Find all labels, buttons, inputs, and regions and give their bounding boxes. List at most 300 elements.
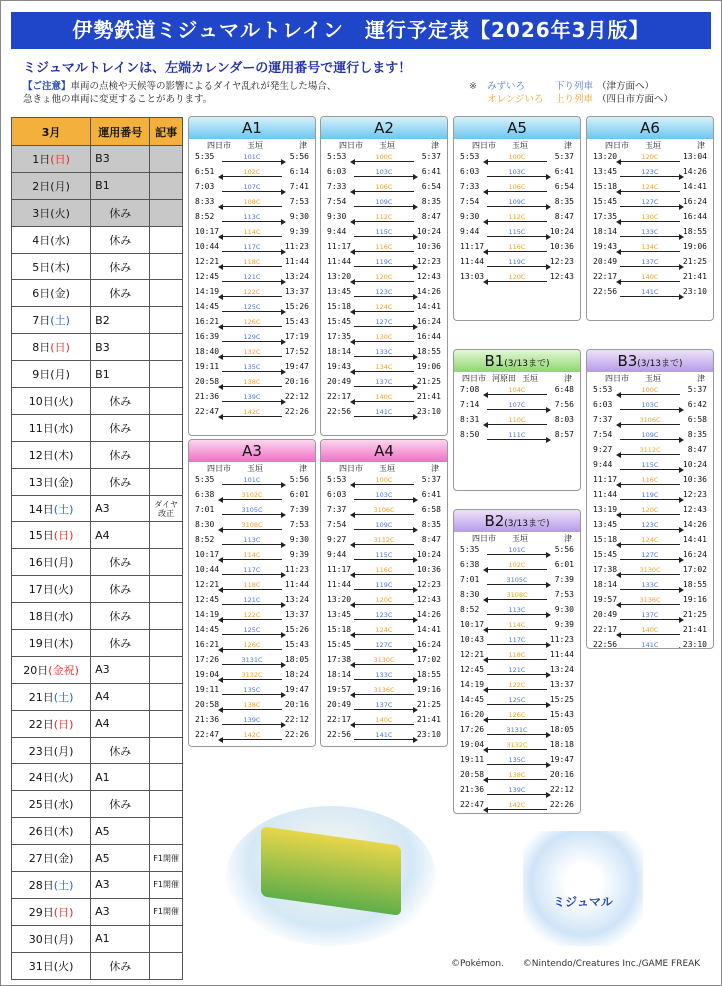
time-tsu: 12:23 <box>416 257 441 266</box>
date-weekday: (土) <box>53 878 74 892</box>
train-number: 3112C <box>373 536 395 544</box>
station-tamagaki: 玉垣 <box>379 141 395 150</box>
trip-line <box>620 559 680 560</box>
time-yokkaichi: 20:49 <box>327 377 352 386</box>
time-yokkaichi: 18:14 <box>593 580 618 589</box>
time-tsu: 18:05 <box>284 655 309 664</box>
train-photo <box>226 806 436 946</box>
calendar-note <box>150 307 183 334</box>
train-number: 124C <box>375 303 393 311</box>
date-weekday: (月) <box>53 556 74 570</box>
trip-row <box>460 634 574 649</box>
calendar-row <box>12 818 183 845</box>
time-tsu: 8:03 <box>554 415 574 424</box>
calendar-header-month: 3月 <box>12 118 91 146</box>
trip-line <box>222 416 282 417</box>
train-number: 100C <box>375 153 393 161</box>
time-yokkaichi: 22:17 <box>327 392 352 401</box>
time-tsu: 10:24 <box>682 460 707 469</box>
time-tsu: 6:58 <box>421 505 441 514</box>
time-tsu: 14:26 <box>682 520 707 529</box>
time-yokkaichi: 17:38 <box>327 655 352 664</box>
trip-line <box>354 589 414 590</box>
calendar-date <box>12 710 91 737</box>
trip-row <box>593 519 707 534</box>
time-tsu: 22:26 <box>284 730 309 739</box>
date-weekday: (木) <box>53 825 74 839</box>
trip-row <box>593 226 707 241</box>
time-yokkaichi: 22:17 <box>327 715 352 724</box>
time-tsu: 16:44 <box>682 212 707 221</box>
time-tsu: 21:41 <box>416 392 441 401</box>
time-tsu: 10:36 <box>416 242 441 251</box>
time-yokkaichi: 13:45 <box>593 167 618 176</box>
trip-line <box>222 679 282 680</box>
time-yokkaichi: 22:47 <box>460 800 485 809</box>
calendar-note <box>150 361 183 388</box>
calendar-note: ダイヤ改正 <box>150 495 183 522</box>
calendar-note: F1開催 <box>150 872 183 899</box>
trip-row <box>195 714 309 729</box>
calendar-row <box>12 710 183 737</box>
time-yokkaichi: 14:45 <box>195 625 220 634</box>
trip-line <box>354 604 414 605</box>
time-tsu: 8:47 <box>687 445 707 454</box>
train-number: 3136C <box>639 596 661 604</box>
trip-line <box>222 281 282 282</box>
time-tsu: 13:37 <box>284 610 309 619</box>
time-yokkaichi: 5:53 <box>460 152 480 161</box>
time-tsu: 13:37 <box>284 287 309 296</box>
trip-row <box>195 361 309 376</box>
time-tsu: 21:41 <box>682 625 707 634</box>
trip-row <box>460 211 574 226</box>
trip-row <box>460 694 574 709</box>
trip-row <box>195 271 309 286</box>
date-day: 2日 <box>32 179 51 193</box>
legend-kind: 下り列車 <box>555 81 594 92</box>
trip-line <box>222 724 282 725</box>
calendar-date <box>12 549 91 576</box>
date-weekday: (金) <box>53 852 74 866</box>
time-yokkaichi: 16:21 <box>195 317 220 326</box>
date-weekday: (土) <box>53 690 74 704</box>
station-tsu: 津 <box>697 374 705 383</box>
time-yokkaichi: 22:56 <box>327 407 352 416</box>
date-day: 31日 <box>28 959 54 973</box>
time-yokkaichi: 12:21 <box>195 580 220 589</box>
trip-line <box>354 296 414 297</box>
trip-row <box>460 739 574 754</box>
trip-line <box>354 619 414 620</box>
calendar-date <box>12 388 91 415</box>
operation-number: A4 <box>91 710 150 737</box>
panel-title-text: A6 <box>640 119 660 137</box>
trip-row <box>460 784 574 799</box>
time-yokkaichi: 13:45 <box>327 287 352 296</box>
timetable-panel-a5 <box>453 116 581 321</box>
calendar-date <box>12 818 91 845</box>
panel-title-text: B3 <box>617 352 638 370</box>
trip-line <box>487 424 547 425</box>
time-yokkaichi: 9:30 <box>327 212 347 221</box>
time-tsu: 7:53 <box>554 590 574 599</box>
trip-row <box>593 211 707 226</box>
date-weekday: (土) <box>53 502 74 516</box>
trip-row <box>327 346 441 361</box>
train-number: 122C <box>243 288 261 296</box>
time-tsu: 21:25 <box>682 257 707 266</box>
date-day: 15日 <box>28 529 54 543</box>
station-tsu: 津 <box>564 534 572 543</box>
trip-line <box>487 281 547 282</box>
train-number: 103C <box>641 401 659 409</box>
train-number: 142C <box>243 408 261 416</box>
time-yokkaichi: 9:44 <box>327 550 347 559</box>
trip-row <box>195 376 309 391</box>
station-tsu: 津 <box>431 141 439 150</box>
train-number: 125C <box>508 696 526 704</box>
train-number: 102C <box>508 561 526 569</box>
time-tsu: 15:26 <box>284 625 309 634</box>
calendar-date <box>12 683 91 710</box>
panel-title <box>321 440 447 462</box>
trip-line <box>222 236 282 237</box>
trip-line <box>354 326 414 327</box>
time-yokkaichi: 7:33 <box>460 182 480 191</box>
time-yokkaichi: 5:53 <box>593 385 613 394</box>
trip-line <box>222 499 282 500</box>
train-number: 107C <box>508 401 526 409</box>
panel-title-sub: (3/13まで) <box>504 519 550 529</box>
trip-line <box>620 394 680 395</box>
time-yokkaichi: 16:39 <box>195 332 220 341</box>
trip-row <box>195 166 309 181</box>
trip-row <box>593 286 707 301</box>
date-day: 25日 <box>28 798 54 812</box>
calendar-note <box>150 441 183 468</box>
calendar-note <box>150 818 183 845</box>
credit-pokemon: ©Pokémon. <box>451 959 504 969</box>
trip-line <box>222 634 282 635</box>
date-day: 10日 <box>28 394 54 408</box>
time-tsu: 23:10 <box>416 730 441 739</box>
time-tsu: 13:04 <box>682 152 707 161</box>
train-number: 123C <box>641 521 659 529</box>
trip-line <box>354 679 414 680</box>
trip-line <box>222 221 282 222</box>
calendar-note <box>150 710 183 737</box>
time-yokkaichi: 7:14 <box>460 400 480 409</box>
time-tsu: 12:43 <box>416 272 441 281</box>
operation-number: 休み <box>91 441 150 468</box>
trip-line <box>222 544 282 545</box>
station-tamagaki: 玉垣 <box>247 141 263 150</box>
trip-line <box>222 206 282 207</box>
trip-row <box>195 331 309 346</box>
trip-row <box>195 286 309 301</box>
panel-title-sub: (3/13まで) <box>637 359 683 369</box>
trip-line <box>487 704 547 705</box>
trip-line <box>354 649 414 650</box>
trip-row <box>327 376 441 391</box>
train-number: 118C <box>243 581 261 589</box>
trip-line <box>620 191 680 192</box>
date-weekday: (水) <box>53 421 74 435</box>
operation-number: 休み <box>91 414 150 441</box>
calendar-note <box>150 683 183 710</box>
date-day: 19日 <box>28 636 54 650</box>
time-yokkaichi: 17:26 <box>195 655 220 664</box>
train-number: 3130C <box>639 566 661 574</box>
trip-row <box>327 474 441 489</box>
legend-color: みずいろ <box>487 81 526 92</box>
trip-line <box>222 649 282 650</box>
calendar-date <box>12 872 91 899</box>
train-number: 117C <box>243 566 261 574</box>
date-day: 22日 <box>28 717 54 731</box>
time-yokkaichi: 19:04 <box>195 670 220 679</box>
train-number: 112C <box>375 213 393 221</box>
time-yokkaichi: 21:36 <box>460 785 485 794</box>
time-tsu: 23:10 <box>682 640 707 649</box>
time-yokkaichi: 9:27 <box>593 445 613 454</box>
train-number: 119C <box>508 258 526 266</box>
calendar-note <box>150 630 183 657</box>
time-yokkaichi: 20:58 <box>195 700 220 709</box>
station-tsu: 津 <box>431 464 439 473</box>
date-weekday: (日) <box>50 341 70 355</box>
train-number: 115C <box>375 228 393 236</box>
trip-line <box>354 251 414 252</box>
time-tsu: 11:23 <box>549 635 574 644</box>
time-tsu: 9:30 <box>554 605 574 614</box>
trip-line <box>222 514 282 515</box>
calendar-row <box>12 656 183 683</box>
calendar-row <box>12 576 183 603</box>
time-yokkaichi: 22:47 <box>195 407 220 416</box>
date-day: 23日 <box>28 744 54 758</box>
time-tsu: 15:25 <box>549 695 574 704</box>
time-yokkaichi: 7:54 <box>327 520 347 529</box>
time-tsu: 11:44 <box>284 580 309 589</box>
trip-line <box>620 634 680 635</box>
trip-row <box>327 256 441 271</box>
train-number: 139C <box>243 716 261 724</box>
trip-line <box>354 739 414 740</box>
trip-line <box>222 589 282 590</box>
station-header <box>321 462 447 474</box>
panel-title-sub: (3/13まで) <box>504 359 550 369</box>
date-weekday: (月) <box>50 179 70 193</box>
trip-line <box>222 694 282 695</box>
trip-line <box>620 439 680 440</box>
time-yokkaichi: 8:50 <box>460 430 480 439</box>
trip-line <box>222 484 282 485</box>
trip-row <box>593 399 707 414</box>
trip-line <box>487 221 547 222</box>
time-tsu: 6:41 <box>554 167 574 176</box>
time-tsu: 21:41 <box>682 272 707 281</box>
calendar-note <box>150 737 183 764</box>
calendar-row <box>12 468 183 495</box>
trip-row <box>195 534 309 549</box>
calendar-date <box>12 603 91 630</box>
trip-row <box>195 211 309 226</box>
calendar-date <box>12 468 91 495</box>
trip-row <box>593 384 707 399</box>
date-day: 11日 <box>28 421 54 435</box>
time-yokkaichi: 12:45 <box>195 595 220 604</box>
calendar-date <box>12 414 91 441</box>
date-weekday: (火) <box>53 583 74 597</box>
calendar-date <box>12 361 91 388</box>
trip-line <box>487 629 547 630</box>
time-tsu: 12:23 <box>416 580 441 589</box>
time-yokkaichi: 14:19 <box>195 610 220 619</box>
calendar-header-op: 運用番号 <box>91 118 150 146</box>
time-tsu: 12:43 <box>549 272 574 281</box>
trip-row <box>460 414 574 429</box>
train-number: 115C <box>375 551 393 559</box>
station-label: 津 <box>564 374 572 383</box>
calendar-row <box>12 683 183 710</box>
trip-row <box>195 504 309 519</box>
trip-row <box>460 429 574 444</box>
trip-row <box>195 684 309 699</box>
station-yokkaichi: 四日市 <box>605 141 629 150</box>
time-yokkaichi: 15:45 <box>593 550 618 559</box>
trip-row <box>593 564 707 579</box>
calendar-row <box>12 737 183 764</box>
trip-line <box>222 529 282 530</box>
calendar-row <box>12 898 183 925</box>
trip-row <box>593 459 707 474</box>
calendar-note <box>150 388 183 415</box>
calendar-row <box>12 845 183 872</box>
panel-title-text: B2 <box>484 512 505 530</box>
time-yokkaichi: 13:03 <box>460 272 485 281</box>
train-number: 137C <box>375 378 393 386</box>
trip-row <box>327 579 441 594</box>
train-number: 140C <box>641 626 659 634</box>
station-header <box>189 139 315 151</box>
time-tsu: 17:02 <box>416 655 441 664</box>
time-yokkaichi: 13:20 <box>327 595 352 604</box>
time-tsu: 17:02 <box>682 565 707 574</box>
time-yokkaichi: 15:45 <box>593 197 618 206</box>
trip-line <box>222 739 282 740</box>
operation-number: 休み <box>91 791 150 818</box>
trip-row <box>195 181 309 196</box>
time-yokkaichi: 19:57 <box>593 595 618 604</box>
time-tsu: 7:53 <box>289 520 309 529</box>
station-label: 玉垣 <box>522 374 538 383</box>
date-day: 4日 <box>32 233 51 247</box>
trip-line <box>487 266 547 267</box>
train-number: 137C <box>641 611 659 619</box>
trip-row <box>460 589 574 604</box>
time-yokkaichi: 10:44 <box>195 565 220 574</box>
train-number: 120C <box>641 506 659 514</box>
train-number: 101C <box>508 546 526 554</box>
calendar-row <box>12 226 183 253</box>
trip-line <box>354 221 414 222</box>
trip-line <box>487 719 547 720</box>
time-yokkaichi: 15:18 <box>593 535 618 544</box>
time-yokkaichi: 12:21 <box>195 257 220 266</box>
panel-title-text: A3 <box>242 442 262 460</box>
train-number: 133C <box>641 228 659 236</box>
trip-row <box>327 301 441 316</box>
trip-row <box>593 271 707 286</box>
time-yokkaichi: 15:18 <box>593 182 618 191</box>
trip-row <box>593 444 707 459</box>
time-tsu: 6:54 <box>554 182 574 191</box>
trip-line <box>354 176 414 177</box>
train-number: 104C <box>508 386 526 394</box>
calendar-row <box>12 925 183 952</box>
train-number: 123C <box>375 288 393 296</box>
trip-line <box>222 341 282 342</box>
time-yokkaichi: 19:11 <box>195 362 220 371</box>
calendar-header-note: 記事 <box>150 118 183 146</box>
time-yokkaichi: 20:49 <box>593 610 618 619</box>
trip-row <box>195 346 309 361</box>
timetable-panel-a1 <box>188 116 316 436</box>
time-yokkaichi: 6:03 <box>327 167 347 176</box>
trip-line <box>620 589 680 590</box>
operation-number: B3 <box>91 334 150 361</box>
station-yokkaichi: 四日市 <box>339 464 363 473</box>
trip-line <box>354 529 414 530</box>
subtitle: ミジュマルトレインは、左端カレンダーの運用番号で運行します！ <box>23 61 412 76</box>
trip-row <box>195 196 309 211</box>
trip-row <box>327 729 441 744</box>
train-number: 140C <box>375 716 393 724</box>
time-tsu: 5:37 <box>554 152 574 161</box>
trip-row <box>327 196 441 211</box>
trip-row <box>327 594 441 609</box>
time-yokkaichi: 6:38 <box>460 560 480 569</box>
calendar-row <box>12 388 183 415</box>
legend-mark: ※ <box>469 81 477 92</box>
trip-line <box>487 794 547 795</box>
date-weekday: (金祝) <box>48 663 79 677</box>
panel-title <box>321 117 447 139</box>
trip-row <box>460 709 574 724</box>
station-yokkaichi: 四日市 <box>472 141 496 150</box>
time-yokkaichi: 17:35 <box>327 332 352 341</box>
calendar-row <box>12 764 183 791</box>
operation-number: A3 <box>91 495 150 522</box>
train-number: 118C <box>243 258 261 266</box>
calendar-date <box>12 334 91 361</box>
time-yokkaichi: 5:35 <box>195 475 215 484</box>
time-yokkaichi: 10:44 <box>195 242 220 251</box>
trip-row <box>327 654 441 669</box>
trip-row <box>327 166 441 181</box>
train-number: 100C <box>375 476 393 484</box>
trip-row <box>327 226 441 241</box>
trip-row <box>460 399 574 414</box>
time-tsu: 15:43 <box>284 640 309 649</box>
time-yokkaichi: 16:20 <box>460 710 485 719</box>
time-tsu: 7:53 <box>289 197 309 206</box>
time-yokkaichi: 21:36 <box>195 715 220 724</box>
panel-title-text: A5 <box>507 119 527 137</box>
train-number: 139C <box>243 393 261 401</box>
